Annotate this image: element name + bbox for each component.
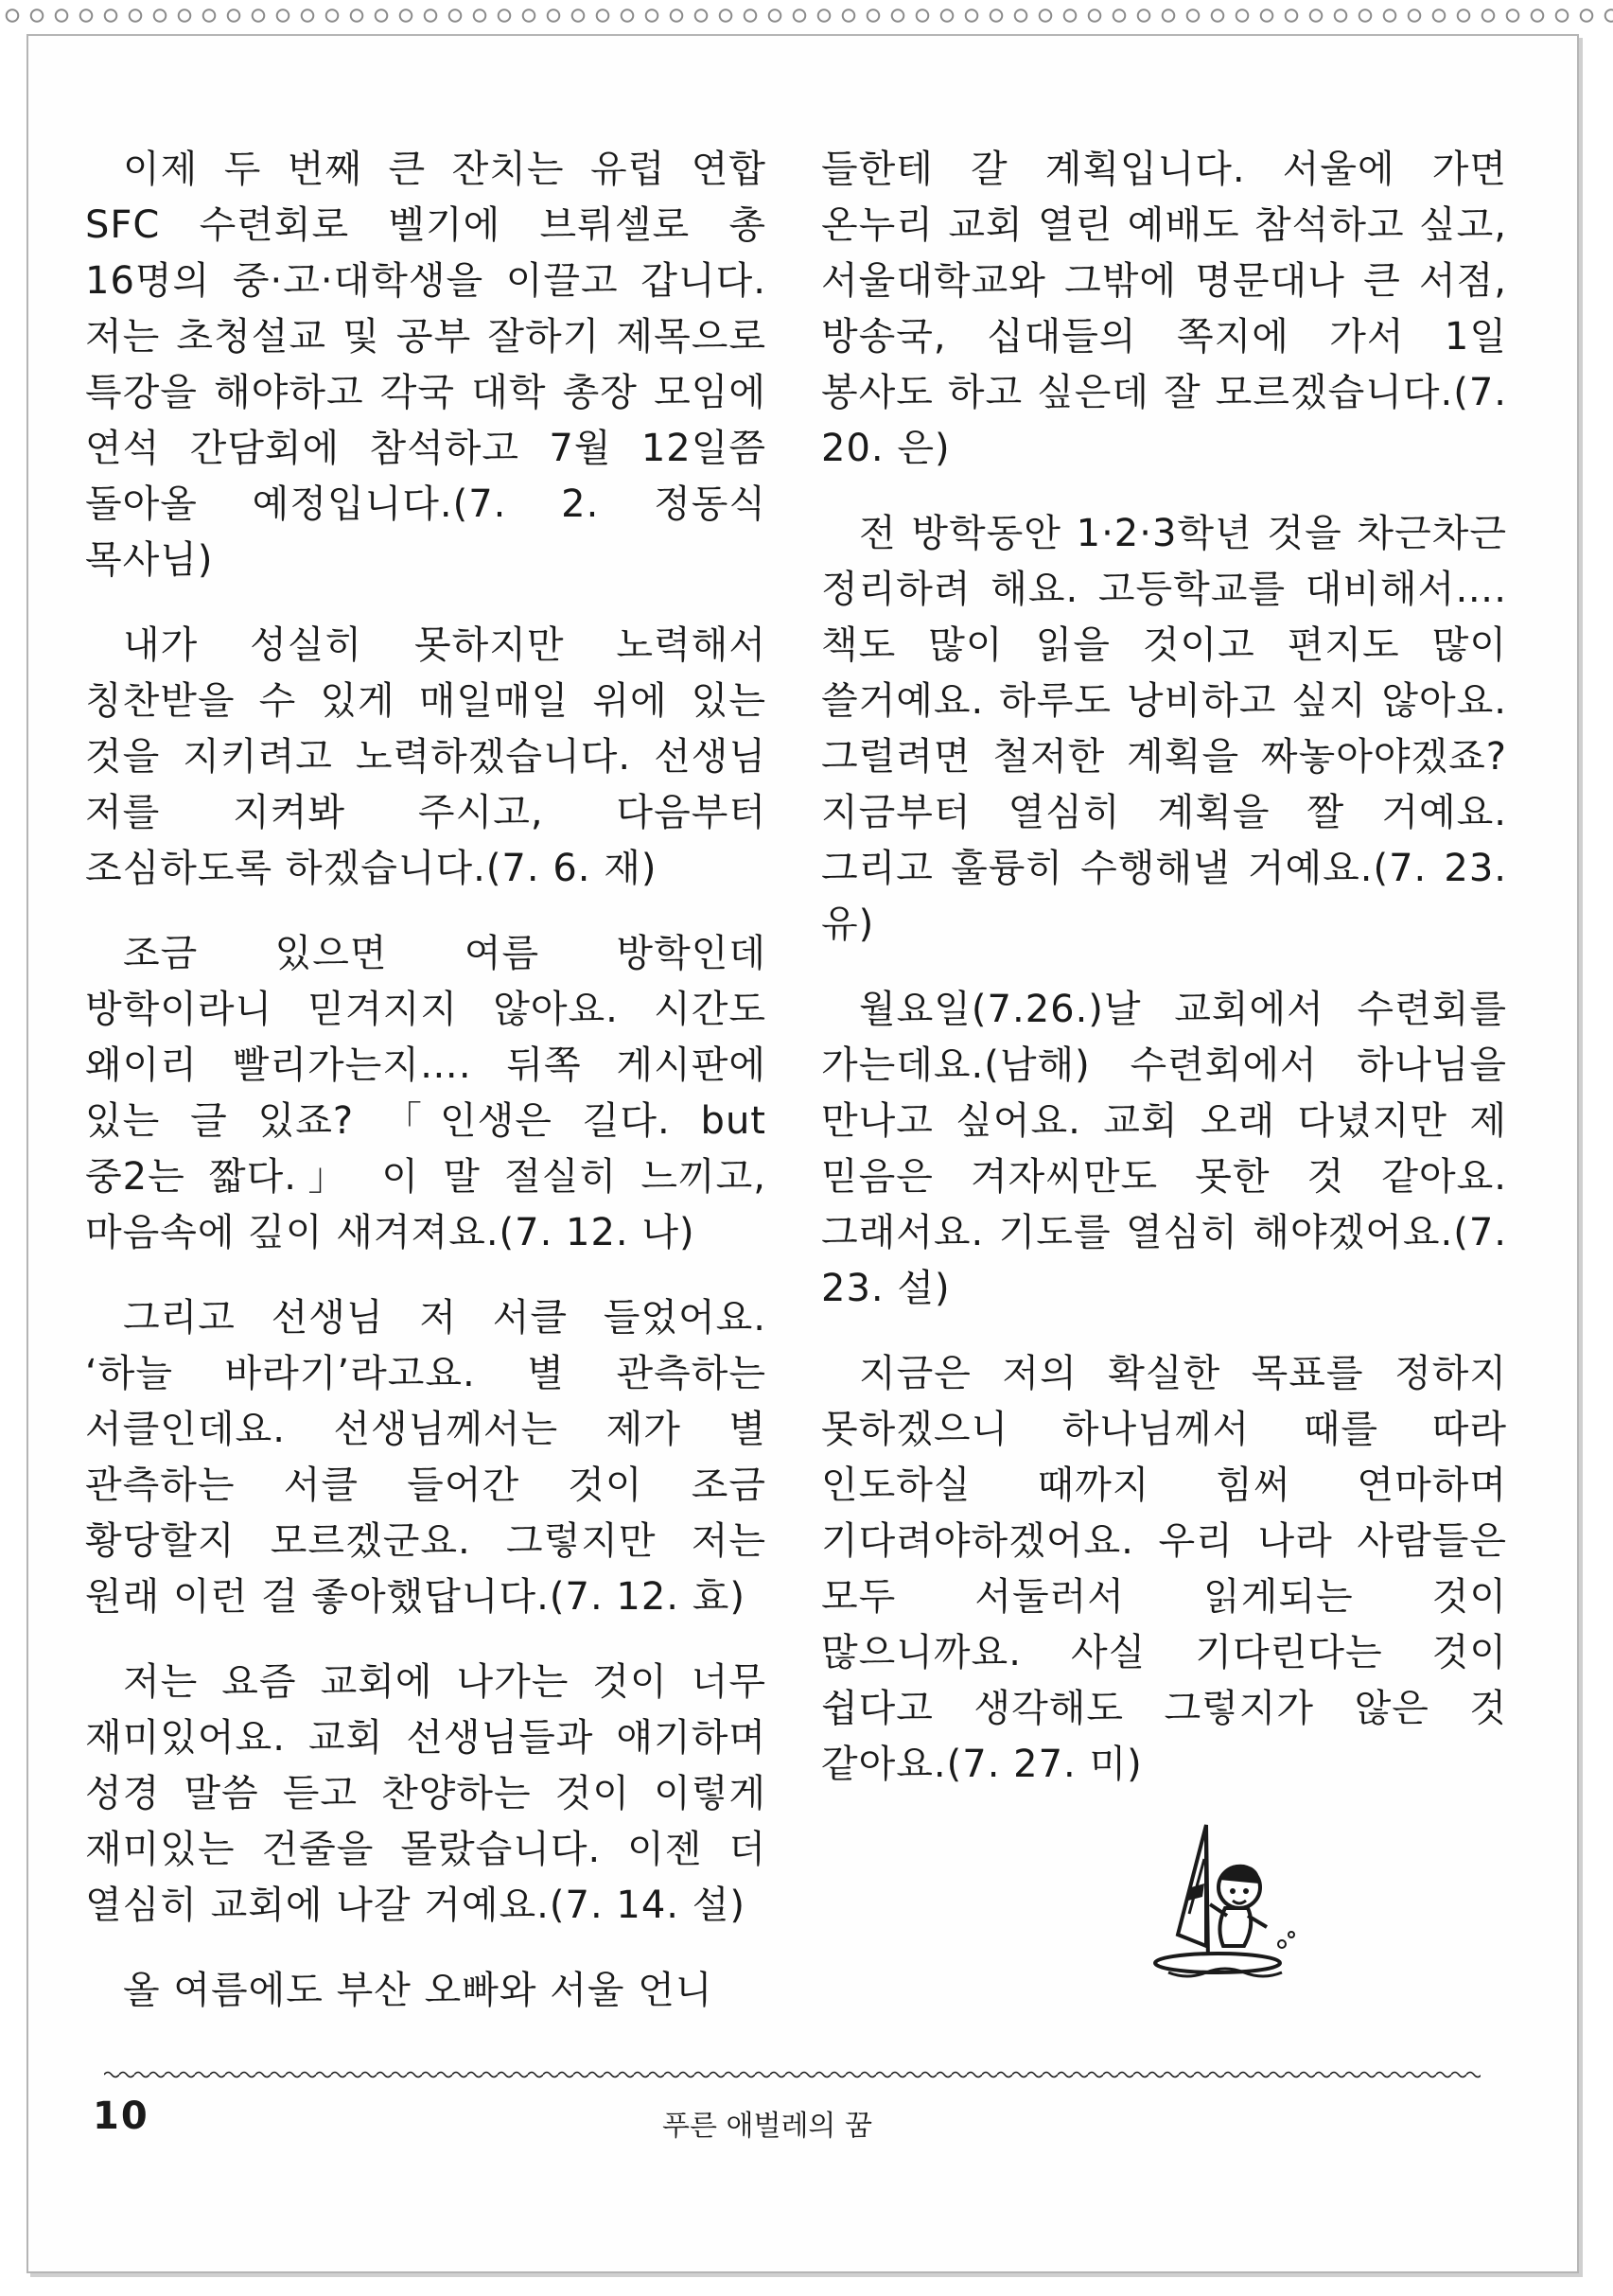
left-column: [85, 142, 766, 2048]
paragraph: 전 방학동안 1·2·3학년 것을 차근차근 정리하려 해요. 고등학교를 대비해서…. 책도 많이 읽을 것이고 편지도 많이 쓸거예요. 하루도 낭비하고 싶지 않아요. 그럴려면 철저한 계획을 짜놓아야겠죠? 지금부터 열심히 계획을 짤 거예요. 그리고 훌륭히 수행해낼 거예요.(7. 23. 유): [821, 512, 1507, 946]
page-number: 10: [93, 2094, 149, 2138]
paragraph: 내가 성실히 못하지만 노력해서 칭찬받을 수 있게 매일매일 위에 있는 것을 지키려고 노력하겠습니다. 선생님 저를 지켜봐 주시고, 다음부터 조심하도록 하겠습니다.(7. 6. 재): [85, 623, 766, 890]
spiral-binding: [0, 0, 1613, 28]
paragraph: 들한테 갈 계획입니다. 서울에 가면 온누리 교회 열린 예배도 참석하고 싶고, 서울대학교와 그밖에 명문대나 큰 서점, 방송국, 십대들의 쪽지에 가서 1일 봉사도 하고 싶은데 잘 모르겠습니다.(7. 20. 은): [821, 148, 1507, 470]
wavy-divider: [104, 2069, 1481, 2080]
windsurfer-illustration: [1149, 1821, 1306, 1987]
running-title: 푸른 애벌레의 꿈: [662, 2110, 872, 2143]
paragraph: 조금 있으면 여름 방학인데 방학이라니 믿겨지지 않아요. 시간도 왜이리 빨리가는지…. 뒤쪽 게시판에 있는 글 있죠? 「인생은 길다. but 중2는 짧다.」 이 말 절실히 느끼고, 마음속에 깊이 새겨져요.(7. 12. 나): [85, 932, 766, 1254]
paragraph: 그리고 선생님 저 서클 들었어요. ‘하늘 바라기’라고요. 별 관측하는 서클인데요. 선생님께서는 제가 별 관측하는 서클 들어간 것이 조금 황당할지 모르겠군요. 그렇지만 저는 원래 이런 걸 좋아했답니다.(7. 12. 효): [85, 1296, 766, 1619]
paragraph: 지금은 저의 확실한 목표를 정하지 못하겠으니 하나님께서 때를 따라 인도하실 때까지 힘써 연마하며 기다려야하겠어요. 우리 나라 사람들은 모두 서둘러서 읽게되는 것이 많으니까요. 사실 기다린다는 것이 쉽다고 생각해도 그렇지가 않은 것 같아요.(7. 27. 미): [821, 1352, 1507, 1786]
right-column: [821, 142, 1507, 1822]
paragraph: 저는 요즘 교회에 나가는 것이 너무 재미있어요. 교회 선생님들과 얘기하며 성경 말씀 듣고 찬양하는 것이 이렇게 재미있는 건줄을 몰랐습니다. 이젠 더 열심히 교회에 나갈 거예요.(7. 14. 설): [85, 1660, 766, 1927]
paragraph: 월요일(7.26.)날 교회에서 수련회를 가는데요.(남해) 수련회에서 하나님을 만나고 싶어요. 교회 오래 다녔지만 제 믿음은 겨자씨만도 못한 것 같아요. 그래서요. 기도를 열심히 해야겠어요.(7. 23. 설): [821, 988, 1507, 1310]
paragraph: 이제 두 번째 큰 잔치는 유럽 연합 SFC 수련회로 벨기에 브뤼셀로 총 16명의 중·고·대학생을 이끌고 갑니다. 저는 초청설교 및 공부 잘하기 제목으로 특강을 해야하고 각국 대학 총장 모임에 연석 간담회에 참석하고 7월 12일쯤 돌아올 예정입니다.(7. 2. 정동식 목사님): [85, 148, 766, 582]
paragraph: 올 여름에도 부산 오빠와 서울 언니: [123, 1969, 713, 2012]
